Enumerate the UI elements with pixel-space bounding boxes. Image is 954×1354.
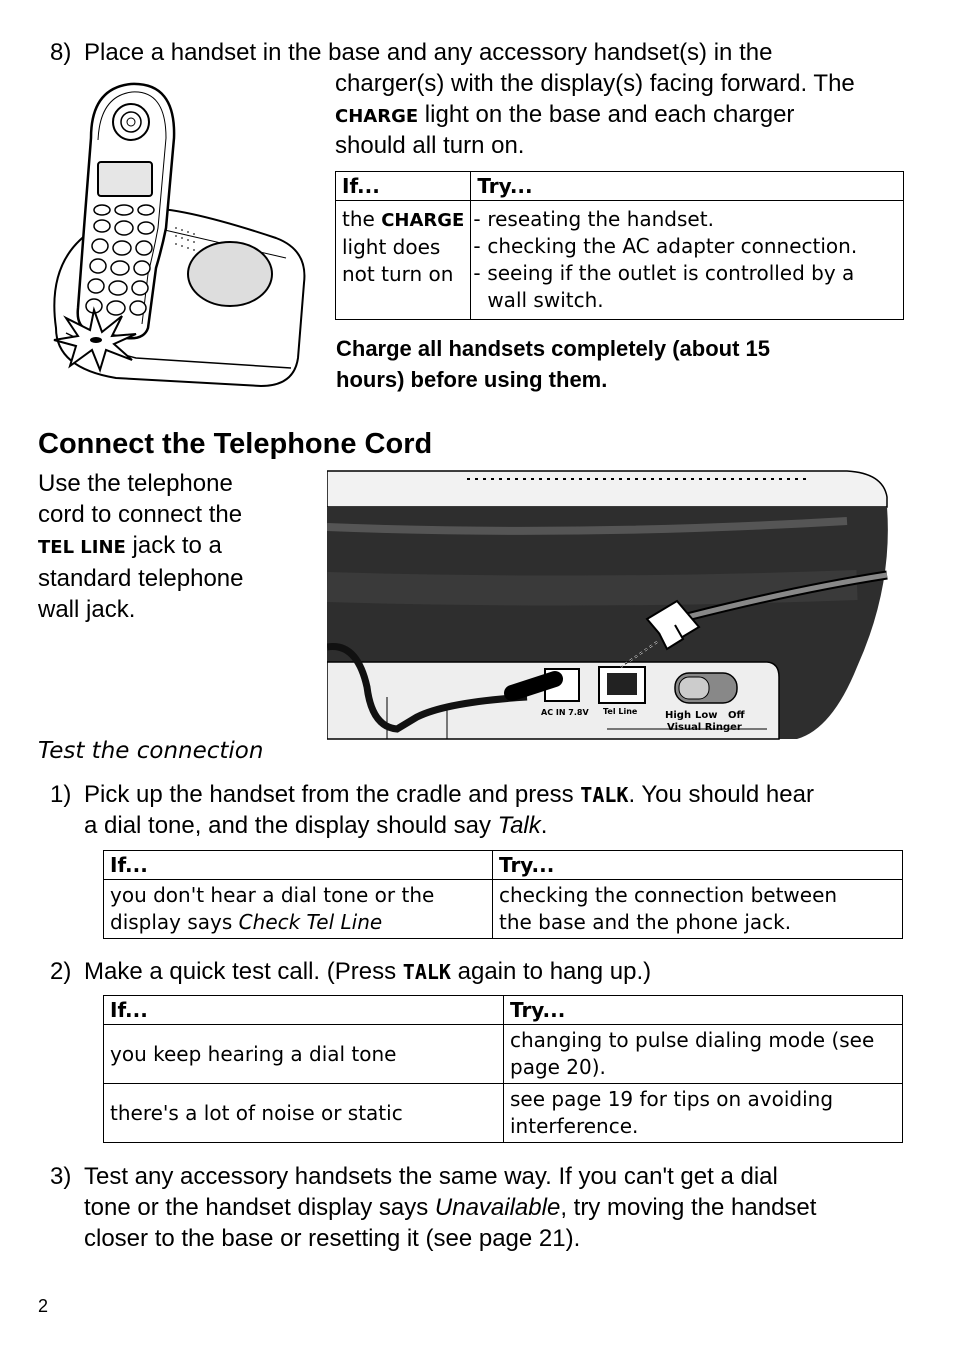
step-8-number: 8) bbox=[50, 39, 72, 66]
step-8-line-2: charger(s) with the display(s) facing forward. The bbox=[335, 70, 855, 97]
table-cell-try: changing to pulse dialing mode (see page 20). bbox=[504, 1025, 903, 1084]
visual-ringer-label: Visual Ringer bbox=[667, 722, 742, 733]
troubleshoot-table-charge bbox=[335, 171, 904, 320]
ringer-high-label: High bbox=[665, 710, 692, 721]
table-cell-if: you keep hearing a dial tone bbox=[104, 1025, 504, 1084]
talk-keyword: TALK bbox=[580, 783, 629, 807]
table-header-try: Try... bbox=[504, 996, 903, 1025]
try-item: - checking the AC adapter connection. bbox=[473, 234, 858, 258]
talk-keyword: TALK bbox=[402, 960, 451, 984]
try-item: - seeing if the outlet is controlled by a bbox=[473, 261, 855, 285]
table-header-if: If... bbox=[336, 172, 471, 201]
table-cell-if: you don't hear a dial tone or the display says Check Tel Line bbox=[104, 880, 493, 939]
table-header-try: Try... bbox=[493, 851, 903, 880]
table-cell-try: see page 19 for tips on avoiding interference. bbox=[504, 1084, 903, 1143]
troubleshoot-table-dial-tone bbox=[103, 850, 903, 939]
table-cell-try: checking the connection between the base and the phone jack. bbox=[493, 880, 903, 939]
tel-line-keyword: TEL LINE bbox=[38, 537, 126, 558]
table-cell-try bbox=[471, 201, 904, 320]
section-title: Connect the Telephone Cord bbox=[38, 428, 433, 460]
table-cell-if: the CHARGE light does not turn on bbox=[336, 201, 471, 320]
charge-keyword: CHARGE bbox=[335, 106, 419, 127]
step-2-number: 2) bbox=[50, 958, 72, 985]
charge-note: Charge all handsets completely (about 15 hours) before using them. bbox=[336, 336, 771, 392]
step-3-number: 3) bbox=[50, 1163, 72, 1190]
table-header-if: If... bbox=[104, 851, 493, 880]
table-header-if: If... bbox=[104, 996, 504, 1025]
page-number: 2 bbox=[38, 1296, 49, 1316]
test-connection-heading: Test the connection bbox=[38, 738, 264, 764]
troubleshoot-table-test-call bbox=[103, 995, 903, 1143]
ac-in-label: AC IN 7.8V bbox=[541, 708, 589, 717]
handset-in-base-illustration bbox=[36, 78, 316, 392]
tel-line-label: Tel Line bbox=[603, 707, 638, 716]
try-item-continuation: wall switch. bbox=[487, 288, 604, 312]
step-1-number: 1) bbox=[50, 781, 72, 808]
try-item: - reseating the handset. bbox=[473, 207, 714, 231]
step-8-line-1: Place a handset in the base and any accessory handset(s) in the bbox=[84, 39, 773, 66]
ringer-off-label: Off bbox=[728, 710, 745, 721]
charge-keyword: CHARGE bbox=[381, 210, 465, 231]
base-back-illustration bbox=[327, 467, 892, 741]
section-body: Use the telephone cord to connect the TEL LINE jack to a standard telephone wall jack. bbox=[38, 470, 244, 623]
ringer-low-label: Low bbox=[695, 710, 718, 721]
step-8-line-4: should all turn on. bbox=[335, 132, 525, 159]
table-cell-if: there's a lot of noise or static bbox=[104, 1084, 504, 1143]
step-8-line-3: CHARGE light on the base and each charger bbox=[335, 101, 795, 128]
table-header-try: Try... bbox=[471, 172, 904, 201]
